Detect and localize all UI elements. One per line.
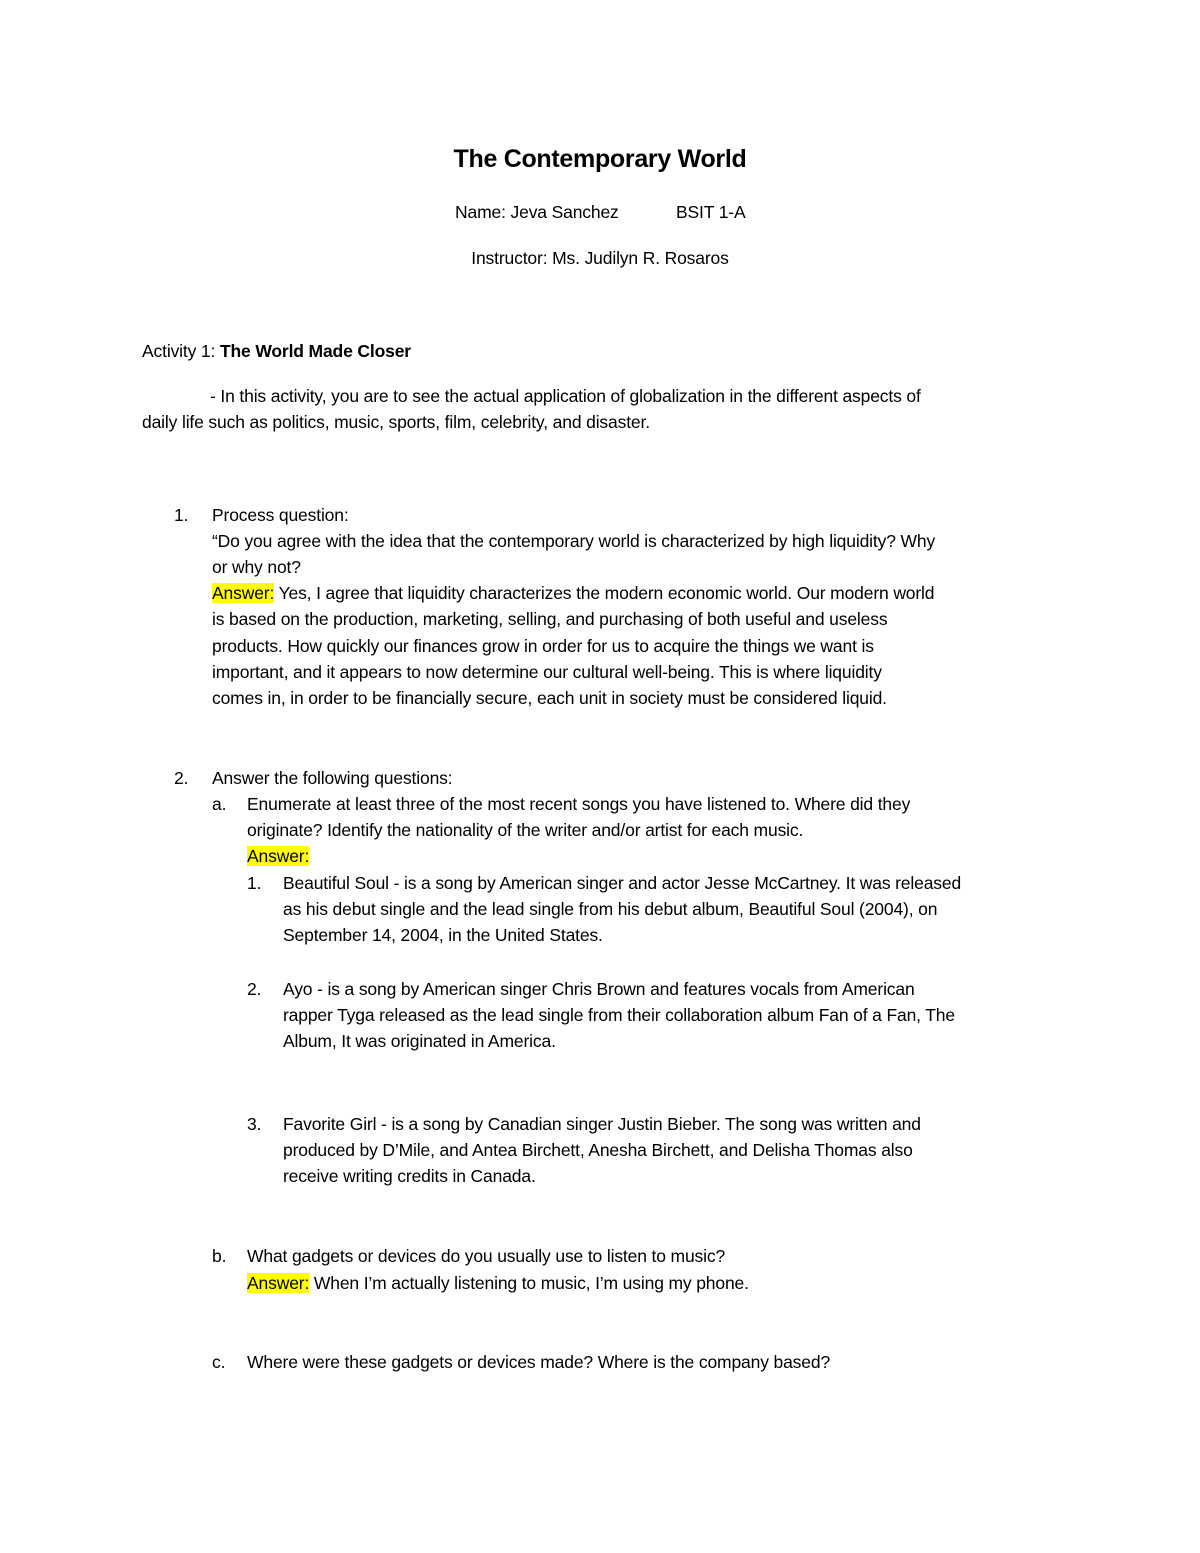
q1-question-line-1: “Do you agree with the idea that the contemporary world is characterized by high liquidity? Why: [212, 531, 936, 551]
q1-answer-line-3: products. How quickly our finances grow in order for us to acquire the things we want is: [212, 636, 874, 656]
activity-heading: [142, 341, 411, 362]
q2b-answer-line: [247, 1273, 749, 1294]
q1-heading: Process question:: [212, 505, 349, 525]
q2b-question: What gadgets or devices do you usually use to listen to music?: [247, 1246, 726, 1266]
q2-heading: Answer the following questions:: [212, 768, 453, 788]
song-3-number: 3.: [247, 1114, 262, 1134]
song-3-line-1: Favorite Girl - is a song by Canadian singer Justin Bieber. The song was written and: [283, 1114, 921, 1134]
song-3-line-2: produced by D’Mile, and Antea Birchett, Anesha Birchett, and Delisha Thomas also: [283, 1140, 913, 1160]
q1-question-line-2: or why not?: [212, 557, 301, 577]
q2-number: 2.: [174, 768, 189, 788]
q2a-question-line-2: originate? Identify the nationality of the writer and/or artist for each music.: [247, 820, 804, 840]
q2b-letter: b.: [212, 1246, 227, 1266]
song-3-line-3: receive writing credits in Canada.: [283, 1166, 536, 1186]
q1-answer-line-5: comes in, in order to be financially secure, each unit in society must be considered liquid.: [212, 688, 887, 708]
q1-answer-line-1: [212, 583, 934, 604]
q2a-answer-label: Answer:: [247, 846, 310, 866]
activity-intro-line-2: daily life such as politics, music, sports, film, celebrity, and disaster.: [142, 412, 650, 432]
q2a-letter: a.: [212, 794, 227, 814]
q1-answer-text-1: Yes, I agree that liquidity characterizes the modern economic world. Our modern world: [274, 583, 935, 603]
q1-answer-line-2: is based on the production, marketing, selling, and purchasing of both useful and useless: [212, 609, 888, 629]
song-2-number: 2.: [247, 979, 262, 999]
section-label: BSIT 1-A: [676, 202, 746, 222]
song-1-line-1: Beautiful Soul - is a song by American singer and actor Jesse McCartney. It was released: [283, 873, 962, 893]
page-title: The Contemporary World: [453, 145, 747, 173]
student-name: Name: Jeva Sanchez: [455, 202, 619, 222]
q1-answer-label: Answer:: [212, 583, 275, 603]
q2b-answer-text: When I’m actually listening to music, I’m using my phone.: [309, 1273, 749, 1293]
q2a-answer-label-row: [247, 846, 309, 867]
activity-title: The World Made Closer: [219, 341, 411, 361]
song-1-number: 1.: [247, 873, 262, 893]
q1-number: 1.: [174, 505, 189, 525]
q1-answer-line-4: important, and it appears to now determine our cultural well-being. This is where liquidity: [212, 662, 882, 682]
song-1-line-3: September 14, 2004, in the United States.: [283, 925, 603, 945]
activity-label: Activity 1:: [142, 341, 220, 361]
song-2-line-1: Ayo - is a song by American singer Chris Brown and features vocals from American: [283, 979, 915, 999]
q2b-answer-label: Answer:: [247, 1273, 310, 1293]
q2c-letter: c.: [212, 1352, 226, 1372]
activity-intro-line-1: - In this activity, you are to see the actual application of globalization in the different aspects of: [210, 386, 921, 406]
q2a-question-line-1: Enumerate at least three of the most recent songs you have listened to. Where did they: [247, 794, 911, 814]
song-2-line-3: Album, It was originated in America.: [283, 1031, 556, 1051]
song-1-line-2: as his debut single and the lead single from his debut album, Beautiful Soul (2004), on: [283, 899, 938, 919]
q2c-question: Where were these gadgets or devices made? Where is the company based?: [247, 1352, 831, 1372]
song-2-line-2: rapper Tyga released as the lead single from their collaboration album Fan of a Fan, The: [283, 1005, 955, 1025]
instructor-line: Instructor: Ms. Judilyn R. Rosaros: [471, 248, 729, 268]
